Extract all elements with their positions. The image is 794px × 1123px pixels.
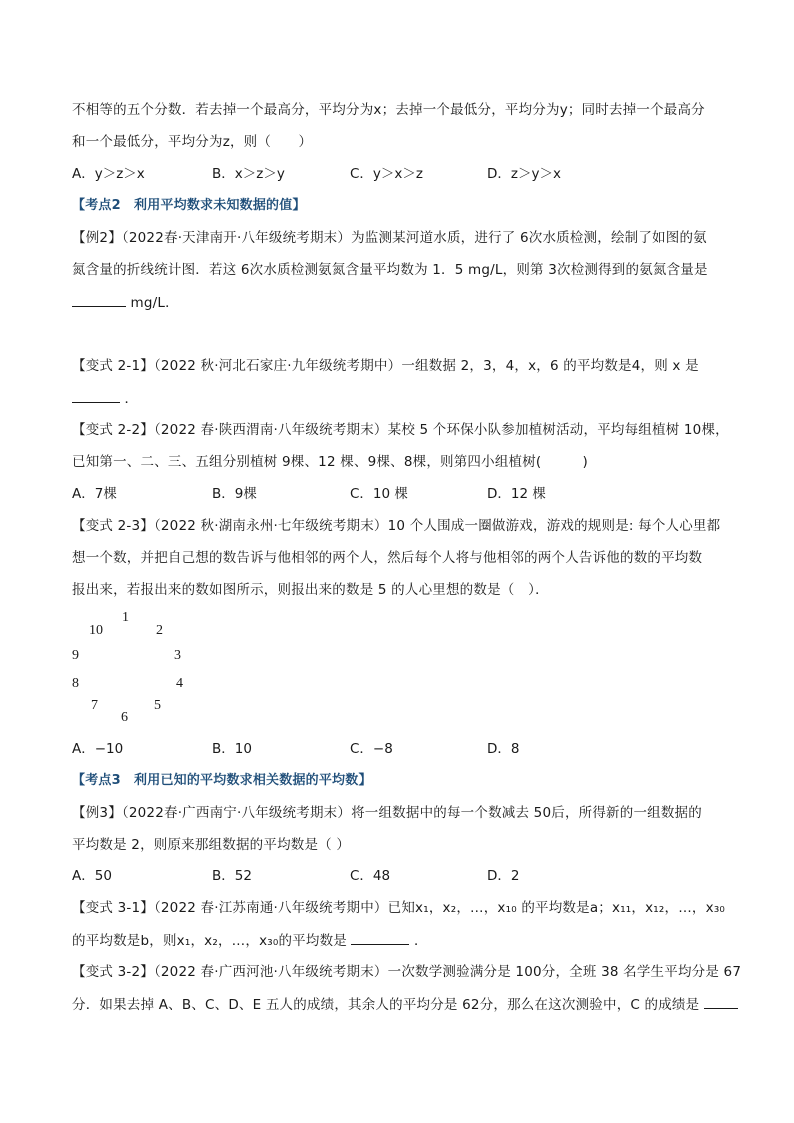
circle-number: 1 bbox=[122, 610, 129, 625]
circle-number: 10 bbox=[89, 623, 103, 638]
mean-text: 的平均数是b，则x₁，x₂，…，x₃₀的平均数是 bbox=[72, 933, 347, 949]
variant-3-1-line-2 bbox=[72, 930, 428, 951]
question-1-text-line-2: 和一个最低分，平均分为z，则（ ） bbox=[72, 134, 313, 150]
circle-number: 6 bbox=[121, 710, 128, 725]
circle-number: 4 bbox=[176, 676, 183, 691]
q1-option-c: C．y＞x＞z bbox=[350, 166, 423, 182]
q23-option-b: B．10 bbox=[212, 741, 252, 757]
example-2-line-3 bbox=[72, 292, 179, 313]
section-heading-2: 【考点2 利用平均数求未知数据的值】 bbox=[72, 198, 306, 213]
variant-2-2-line-1: 【变式 2-2】（2022 春·陕西渭南·八年级统考期末）某校 5 个环保小队参加植树活动，平均每组植树 10棵， bbox=[72, 422, 729, 438]
unit-text: mg/L． bbox=[130, 295, 179, 311]
example-2-line-1: 【例2】（2022春·天津南开·八年级统考期末）为监测某河道水质，进行了 6次水质检测，绘制了如图的氨 bbox=[72, 230, 707, 246]
q23-option-d: D．8 bbox=[487, 741, 520, 757]
period-text: ． bbox=[413, 933, 428, 949]
q23-option-a: A．−10 bbox=[72, 741, 124, 757]
q1-option-a: A．y＞z＞x bbox=[72, 166, 145, 182]
answer-blank bbox=[704, 994, 738, 1009]
q22-option-c: C．10 棵 bbox=[350, 486, 408, 502]
variant-3-2-line-2 bbox=[72, 994, 738, 1015]
example-3-line-2: 平均数是 2，则原来那组数据的平均数是（ ） bbox=[72, 837, 351, 853]
variant-3-1-line-1: 【变式 3-1】（2022 春·江苏南通·八年级统考期中）已知x₁，x₂，…，x₁₀ 的平均数是a；x₁₁，x₁₂，…，x₃₀ bbox=[72, 900, 726, 916]
q23-option-c: C．−8 bbox=[350, 741, 393, 757]
q3-option-b: B．52 bbox=[212, 868, 252, 884]
answer-blank bbox=[351, 930, 409, 945]
q3-option-a: A．50 bbox=[72, 868, 112, 884]
variant-2-3-line-3: 报出来，若报出来的数如图所示，则报出来的数是 5 的人心里想的数是（ ）． bbox=[72, 582, 549, 598]
answer-blank bbox=[72, 292, 126, 307]
variant-2-1-line-1: 【变式 2-1】（2022 秋·河北石家庄·九年级统考期中）一组数据 2，3，4，x，6 的平均数是4，则 x 是 bbox=[72, 358, 699, 374]
circle-number: 2 bbox=[156, 623, 163, 638]
circle-number: 5 bbox=[154, 698, 161, 713]
circle-number: 3 bbox=[174, 648, 181, 663]
q22-option-a: A．7棵 bbox=[72, 486, 117, 502]
q22-option-d: D．12 棵 bbox=[487, 486, 546, 502]
example-3-line-1: 【例3】（2022春·广西南宁·八年级统考期末）将一组数据中的每一个数减去 50后，所得新的一组数据的 bbox=[72, 805, 702, 821]
q1-option-d: D．z＞y＞x bbox=[487, 166, 561, 182]
circle-number: 8 bbox=[72, 676, 79, 691]
variant-2-3-line-1: 【变式 2-3】（2022 秋·湖南永州·七年级统考期末）10 个人围成一圈做游戏，游戏的规则是: 每个人心里都 bbox=[72, 518, 721, 534]
example-2-line-2: 氮含量的折线统计图．若这 6次水质检测氨氮含量平均数为 1．5 mg/L，则第 3次检测得到的氨氮含量是 bbox=[72, 262, 708, 278]
answer-blank bbox=[72, 388, 120, 403]
variant-2-3-line-2: 想一个数，并把自己想的数告诉与他相邻的两个人，然后每个人将与他相邻的两个人告诉他的数的平均数 bbox=[72, 550, 703, 566]
q1-option-b: B．x＞z＞y bbox=[212, 166, 285, 182]
circle-number: 7 bbox=[91, 698, 98, 713]
q3-option-c: C．48 bbox=[350, 868, 391, 884]
question-1-text-line-1: 不相等的五个分数．若去掉一个最高分，平均分为x；去掉一个最低分，平均分为y；同时去掉一个最高分 bbox=[72, 102, 705, 118]
q22-option-b: B．9棵 bbox=[212, 486, 257, 502]
circle-number: 9 bbox=[72, 648, 79, 663]
variant-2-2-line-2: 已知第一、二、三、五组分别植树 9棵、12 棵、9棵、8棵，则第四小组植树( ) bbox=[72, 454, 588, 470]
question-text: 分．如果去掉 A、B、C、D、E 五人的成绩，其余人的平均分是 62分，那么在这次测验中，C 的成绩是 bbox=[72, 997, 700, 1013]
q3-option-d: D．2 bbox=[487, 868, 520, 884]
section-heading-3: 【考点3 利用已知的平均数求相关数据的平均数】 bbox=[72, 773, 372, 788]
period-text: ． bbox=[124, 391, 139, 407]
variant-3-2-line-1: 【变式 3-2】（2022 春·广西河池·八年级统考期末）一次数学测验满分是 100分，全班 38 名学生平均分是 67 bbox=[72, 964, 742, 980]
variant-2-1-line-2 bbox=[72, 388, 138, 409]
